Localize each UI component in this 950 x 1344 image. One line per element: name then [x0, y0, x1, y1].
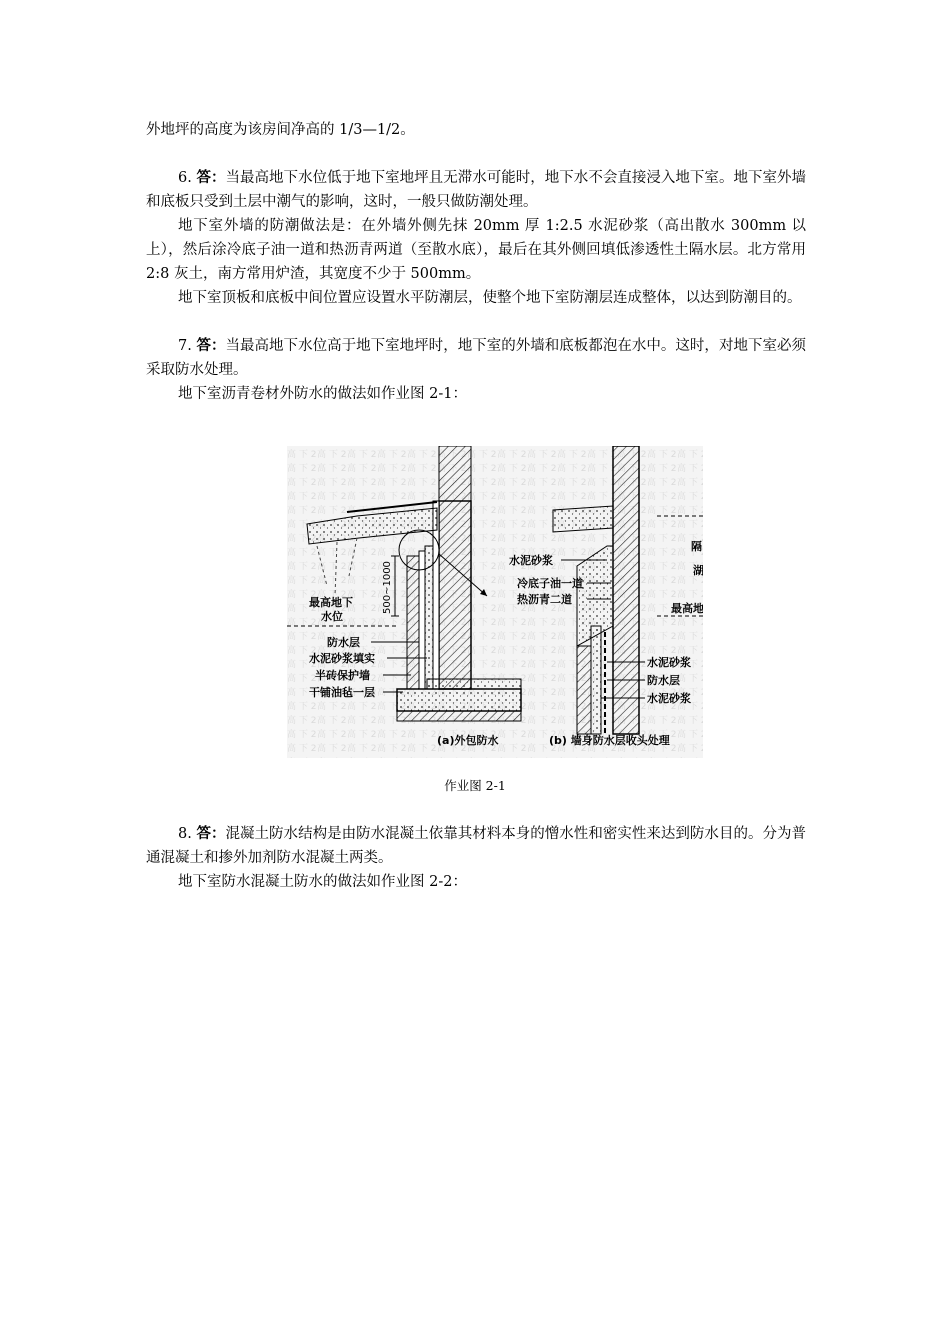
question-number: 6. — [178, 170, 192, 186]
answer-label: 答： — [196, 169, 226, 186]
label-water-level: 水位 — [321, 610, 343, 623]
caption-b: (b) 墙身防水层收头处理 — [549, 734, 670, 747]
answer-6-paragraph-3: 地下室顶板和底板中间位置应设置水平防潮层，使整个地下室防潮层连成整体，以达到防潮目的。 — [178, 290, 802, 306]
document-body — [146, 118, 806, 406]
answer-8-paragraph-1 — [146, 822, 806, 870]
label-b-edge-2: 湖 — [693, 564, 703, 577]
answer-6-paragraph-2: 地下室外墙的防潮做法是：在外墙外侧先抹 20mm 厚 1:2.5 水泥砂浆（高出散水 300mm 以上），然后涂冷底子油一道和热沥青两道（至散水底），最后在其外侧回填低渗透性土隔水层。北方常用 2:8 灰土，南方常用炉渣，其宽度不少于 500mm。 — [146, 218, 806, 282]
answer-text: 当最高地下水位低于地下室地坪且无滞水可能时，地下水不会直接浸入地下室。地下室外墙和底板只受到土层中潮气的影响，这时，一般只做防潮处理。 — [146, 170, 807, 210]
answer-7-paragraph-1 — [146, 334, 806, 382]
label-b-edge-3: 最高地 — [671, 602, 703, 615]
document-body-continued — [146, 822, 806, 894]
label-mortar-fill: 水泥砂浆填实 — [309, 652, 375, 665]
caption-a: (a)外包防水 — [437, 734, 499, 747]
label-b-mortar-1: 水泥砂浆 — [509, 554, 553, 567]
answer-label: 答： — [196, 337, 226, 354]
answer-text: 混凝土防水结构是由防水混凝土依靠其材料本身的憎水性和密实性来达到防水目的。分为普通混凝土和掺外加剂防水混凝土两类。 — [146, 826, 807, 866]
label-b-asphalt: 热沥青二道 — [517, 593, 572, 606]
label-b-mortar-3: 水泥砂浆 — [647, 692, 691, 705]
label-b-mortar-2: 水泥砂浆 — [647, 656, 691, 669]
label-b-waterproof: 防水层 — [647, 674, 680, 687]
answer-text: 当最高地下水位高于地下室地坪时，地下室的外墙和底板都泡在水中。这时，对地下室必须采取防水处理。 — [146, 338, 807, 378]
answer-7-paragraph-2: 地下室沥青卷材外防水的做法如作业图 2-1： — [178, 386, 467, 402]
label-b-primer: 冷底子油一道 — [517, 577, 583, 590]
label-max-water: 最高地下 — [309, 596, 353, 609]
question-number: 7. — [178, 338, 192, 354]
paragraph: 外地坪的高度为该房间净高的 1/3—1/2。 — [146, 122, 415, 138]
label-b-edge-1: 隔 — [691, 540, 702, 553]
question-number: 8. — [178, 826, 192, 842]
label-felt-layer: 干铺油毡一层 — [309, 686, 375, 699]
answer-8-paragraph-2: 地下室防水混凝土防水的做法如作业图 2-2： — [178, 874, 467, 890]
waterproofing-diagram — [287, 446, 703, 758]
figure-caption: 作业图 2-1 — [444, 778, 506, 793]
label-brick-wall: 半砖保护墙 — [315, 669, 370, 682]
figure-2-1 — [287, 446, 703, 758]
answer-6-paragraph-1 — [146, 166, 806, 214]
answer-label: 答： — [196, 825, 226, 842]
label-waterproof-layer: 防水层 — [327, 636, 360, 649]
dimension-label: 500~1000 — [382, 561, 393, 614]
